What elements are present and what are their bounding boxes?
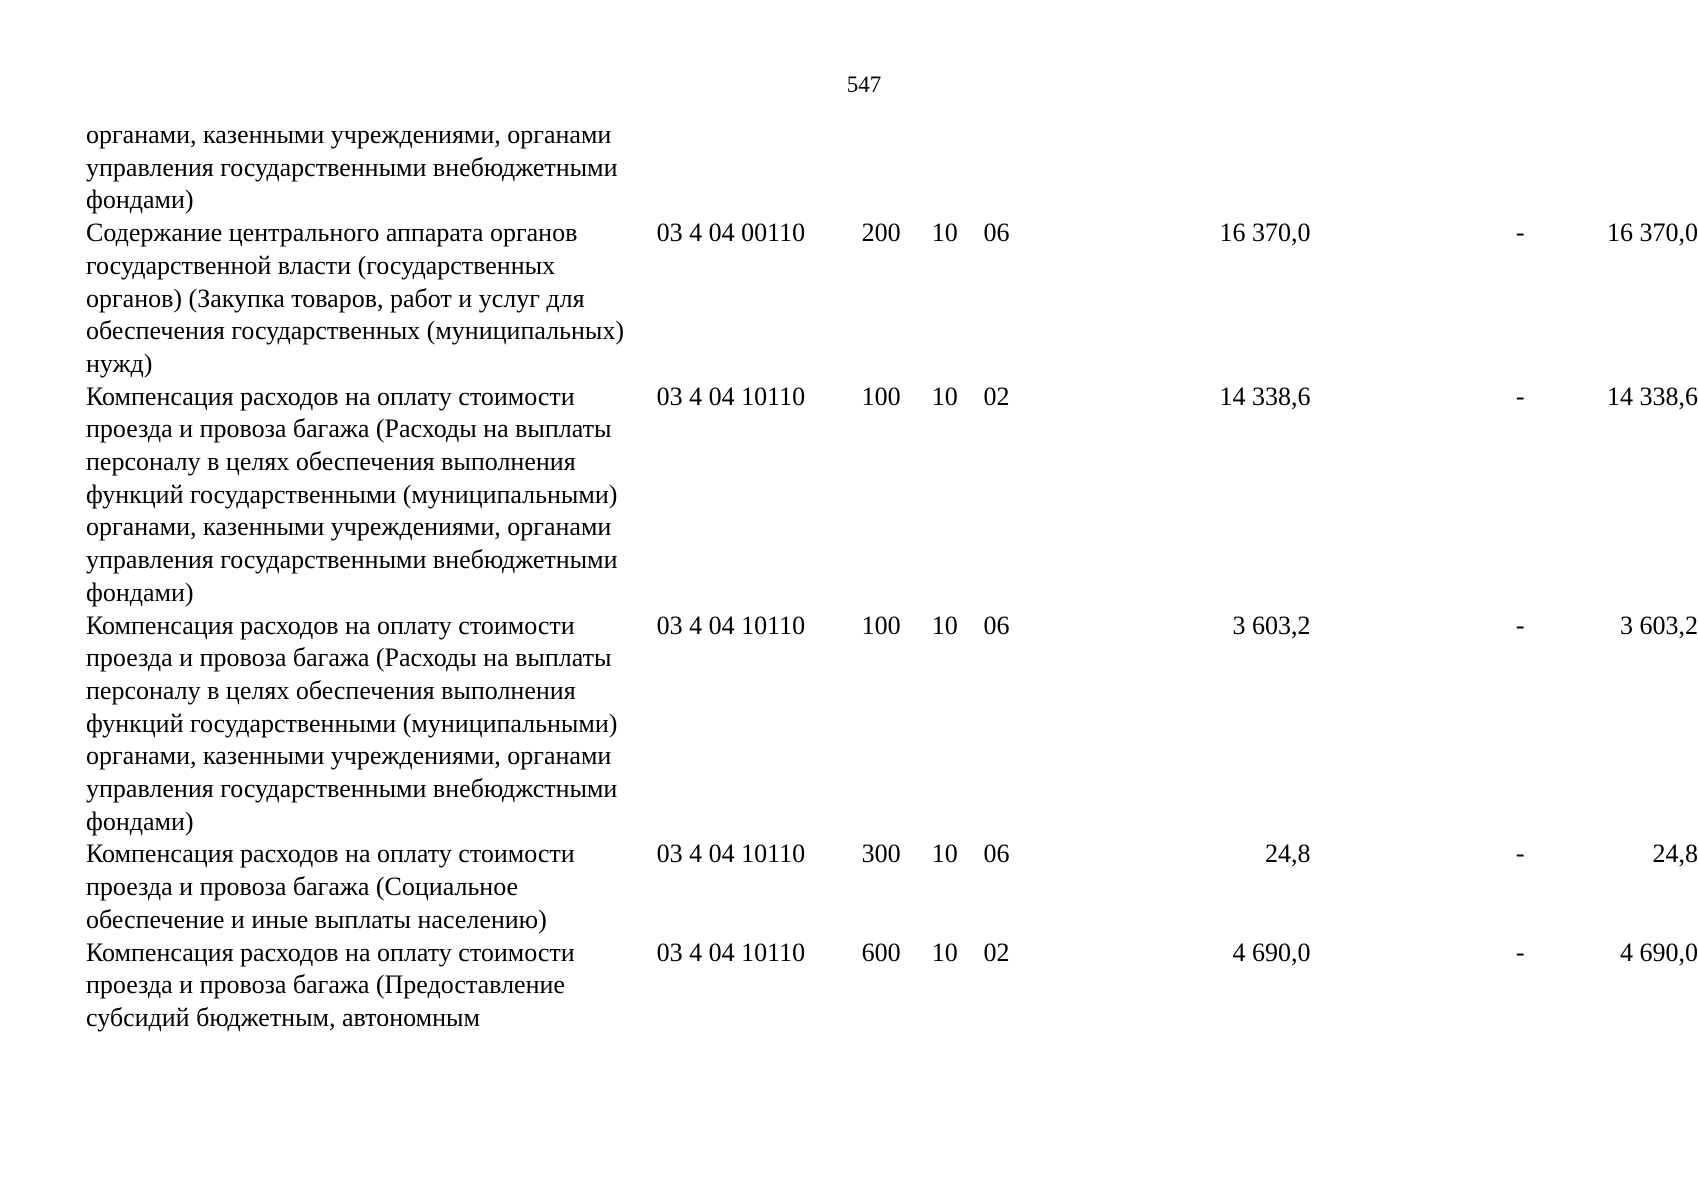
row-total: 24,8 bbox=[1652, 839, 1698, 869]
row-section: 10 bbox=[931, 839, 958, 869]
row-amount: 24,8 bbox=[1264, 839, 1311, 869]
row-description: Компенсация расходов на оплату стоимости проезда и провоза багажа (Расходы на выплаты персоналу в целях обеспечения выполнения функций государственными (муниципальными) органами, казенными учреждениями, органами управления государственными внебюджстными фондами) bbox=[86, 610, 618, 836]
row-target-code: 03 4 04 10110 bbox=[656, 839, 806, 869]
row-expense-type: 200 bbox=[861, 218, 901, 248]
table-row bbox=[86, 838, 1698, 936]
row-description: Компенсация расходов на оплату стоимости проезда и провоза багажа (Расходы на выплаты персоналу в целях обеспечения выполнения функций государственными (муниципальными) органами, казенными учреждениями, органами управления государственными внебюджетными фондами) bbox=[86, 381, 618, 607]
row-section: 10 bbox=[931, 381, 958, 411]
row-description: Компенсация расходов на оплату стоимости проезда и провоза багажа (Предоставление субсидий бюджетным, автономным bbox=[86, 937, 575, 1032]
row-section: 10 bbox=[931, 218, 958, 248]
table-row bbox=[86, 937, 1698, 1035]
row-subsection: 06 bbox=[983, 218, 1010, 248]
row-change: - bbox=[1515, 937, 1525, 967]
row-change: - bbox=[1515, 839, 1525, 869]
row-target-code: 03 4 04 00110 bbox=[656, 218, 806, 248]
row-change: - bbox=[1515, 218, 1525, 248]
table-row bbox=[86, 610, 1698, 839]
table-row bbox=[86, 381, 1698, 610]
row-amount bbox=[1020, 119, 1310, 217]
row-amount: 16 370,0 bbox=[1219, 218, 1311, 248]
row-section: 10 bbox=[931, 937, 958, 967]
row-subsection: 02 bbox=[983, 937, 1010, 967]
row-expense-type: 100 bbox=[861, 610, 901, 640]
budget-table bbox=[86, 119, 1698, 1035]
table-row bbox=[86, 119, 1698, 217]
row-expense-type: 600 bbox=[861, 937, 901, 967]
row-target-code: 03 4 04 10110 bbox=[656, 937, 806, 967]
row-expense-type: 300 bbox=[861, 839, 901, 869]
row-subsection: 06 bbox=[983, 839, 1010, 869]
row-amount: 3 603,2 bbox=[1232, 610, 1311, 640]
row-target-code: 03 4 04 10110 bbox=[656, 381, 806, 411]
row-change: - bbox=[1515, 610, 1525, 640]
row-total: 3 603,2 bbox=[1620, 610, 1698, 640]
row-total: 14 338,6 bbox=[1607, 381, 1698, 411]
row-description: Компенсация расходов на оплату стоимости проезда и провоза багажа (Социальное обеспечение и иные выплаты населению) bbox=[86, 839, 575, 934]
row-expense-type: 100 bbox=[861, 381, 901, 411]
row-subsection bbox=[973, 119, 1021, 217]
row-total: 4 690,0 bbox=[1620, 937, 1698, 967]
row-amount: 14 338,6 bbox=[1219, 381, 1311, 411]
row-change: - bbox=[1515, 381, 1525, 411]
row-description: Содержание центрального аппарата органов государственной власти (государственных органов) (Закупка товаров, работ и услуг для обеспечения государственных (муниципальных) нужд) bbox=[86, 218, 625, 378]
row-total bbox=[1549, 119, 1698, 217]
row-expense-type bbox=[845, 119, 917, 217]
row-change bbox=[1310, 119, 1548, 217]
row-target-code bbox=[653, 119, 846, 217]
row-subsection: 06 bbox=[983, 610, 1010, 640]
row-amount: 4 690,0 bbox=[1232, 937, 1311, 967]
row-total: 16 370,0 bbox=[1607, 218, 1698, 248]
row-section bbox=[917, 119, 973, 217]
page-number: 547 bbox=[846, 72, 882, 97]
row-target-code: 03 4 04 10110 bbox=[656, 610, 806, 640]
row-subsection: 02 bbox=[983, 381, 1010, 411]
row-description: органами, казенными учреждениями, органами управления государственными внебюджетными фондами) bbox=[86, 120, 618, 215]
table-row bbox=[86, 217, 1698, 381]
row-section: 10 bbox=[931, 610, 958, 640]
